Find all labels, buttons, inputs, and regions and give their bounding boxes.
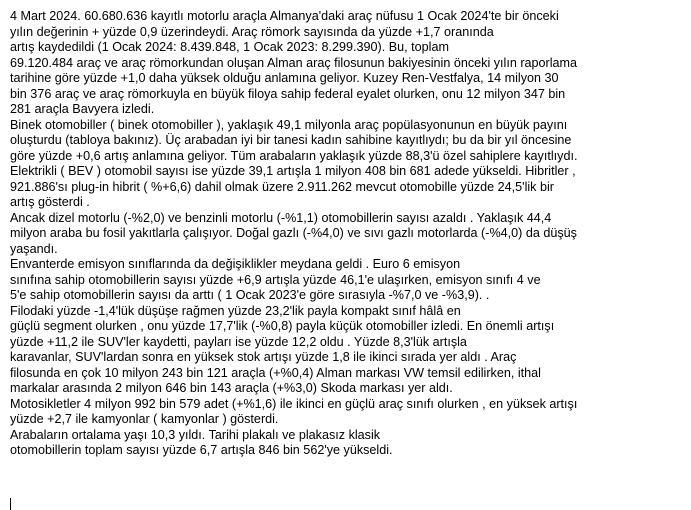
text-line: güçlü segment olurken , onu yüzde 17,7'lik (-%0,8) payla küçük otomobiller izledi. En önemli artışı bbox=[10, 319, 555, 333]
text-line: tarihine göre yüzde +1,0 daha yüksek olduğu anlamına geliyor. Kuzey Ren-Vestfalya, 14 milyon 30 bbox=[10, 71, 559, 85]
text-line: karavanlar, SUV'lardan sonra en yüksek stok artışı yüzde 1,8 ile ikinci sırada yer aldı . Araç bbox=[10, 350, 517, 364]
text-line: markalar arasında 2 milyon 646 bin 143 araçla (+%3,0) Skoda markası yer aldı. bbox=[10, 381, 453, 395]
text-line: 921.886'sı plug-in hibrit ( %+6,6) dahil olmak üzere 2.911.262 mevcut otomobille yüzde 24,5'lik bir bbox=[10, 179, 554, 194]
text-line: 4 Mart 2024. 60.680.636 kayıtlı motorlu araçla Almanya'daki araç nüfusu 1 Ocak 2024'te bir önceki bbox=[10, 9, 559, 23]
text-line: artış gösterdi . bbox=[10, 195, 90, 209]
text-cursor bbox=[10, 498, 11, 510]
text-line: Envanterde emisyon sınıflarında da değişiklikler meydana geldi . Euro 6 emisyon bbox=[10, 257, 461, 271]
text-line: yüzde +11,2 ile SUV'ler kaydetti, payları ise yüzde 12,2 oldu . Yüzde 8,3'lük artışla bbox=[10, 334, 467, 349]
text-line: yılın değerinin + yüzde 0,9 üzerindeydi. Araç römork sayısında da yüzde +1,7 oranında bbox=[10, 24, 494, 39]
text-line: artış kaydedildi (1 Ocak 2024: 8.439.848, 1 Ocak 2023: 8.299.390). Bu, toplam bbox=[10, 40, 449, 54]
text-line: Motosikletler 4 milyon 992 bin 579 adet (+%1,6) ile ikinci en güçlü araç sınıfı olurken , en yüksek artışı bbox=[10, 396, 578, 411]
text-line: 69.120.484 araç ve araç römorkundan oluşan Alman araç filosunun bakiyesinin önceki yılın raporlama bbox=[10, 55, 578, 70]
text-line: sınıfına sahip otomobillerin sayısı yüzde +6,9 artışla yüzde 46,1'e ulaşırken, emisyon sınıfı 4 ve bbox=[10, 272, 541, 287]
text-line: 281 araçla Bavyera izledi. bbox=[10, 102, 155, 116]
text-line: milyon araba bu fosil yakıtlarla çalışıyor. Doğal gazlı (-%4,0) ve sıvı gazlı motorlarda (-%4,0) da düşüş bbox=[10, 226, 577, 240]
text-line: filosunda en çok 10 milyon 243 bin 121 araçla (+%0,4) Alman markası VW temsil edilirken, ithal bbox=[10, 365, 541, 380]
text-line: Ancak dizel motorlu (-%2,0) ve benzinli motorlu (-%1,1) otomobillerin sayısı azaldı . Yaklaşık 44,4 bbox=[10, 210, 552, 225]
text-line: yaşandı. bbox=[10, 241, 58, 256]
text-line: oluşturdu (tabloya bakınız). Üç arabadan iyi bir tanesi kadın sahibine kayıtlıydı; bu da bir yıl öncesine bbox=[10, 133, 572, 147]
text-line: otomobillerin toplam sayısı yüzde 6,7 artışla 846 bin 562'ye yükseldi. bbox=[10, 443, 393, 457]
document-body[interactable] bbox=[10, 9, 686, 459]
text-line: göre yüzde +0,6 artış anlamına geliyor. Tüm arabaların yaklaşık yüzde 88,3'ü özel sahiplere kayıtlıydı. bbox=[10, 148, 578, 163]
text-line: Filodaki yüzde -1,4'lük düşüşe rağmen yüzde 23,2'lik payla kompakt sınıf hâlâ en bbox=[10, 303, 461, 318]
text-line: yüzde +2,7 ile kamyonlar ( kamyonlar ) gösterdi. bbox=[10, 412, 279, 426]
text-line: Binek otomobiller ( binek otomobiller ), yaklaşık 49,1 milyonla araç popülasyonunun en büyük payını bbox=[10, 117, 568, 132]
text-line: 5'e sahip otomobillerin sayısı da arttı ( 1 Ocak 2023'e göre sırasıyla -%7,0 ve -%3,9). . bbox=[10, 288, 490, 302]
text-line: Elektrikli ( BEV ) otomobil sayısı ise yüzde 39,1 artışla 1 milyon 408 bin 681 adede yükseldi. Hibritler , bbox=[10, 164, 576, 178]
text-line: Arabaların ortalama yaşı 10,3 yıldı. Tarihi plakalı ve plakasız klasik bbox=[10, 427, 381, 442]
text-line: bin 376 araç ve araç römorkuyla en büyük filoya sahip federal eyalet olurken, onu 12 milyon 347 bin bbox=[10, 86, 566, 101]
